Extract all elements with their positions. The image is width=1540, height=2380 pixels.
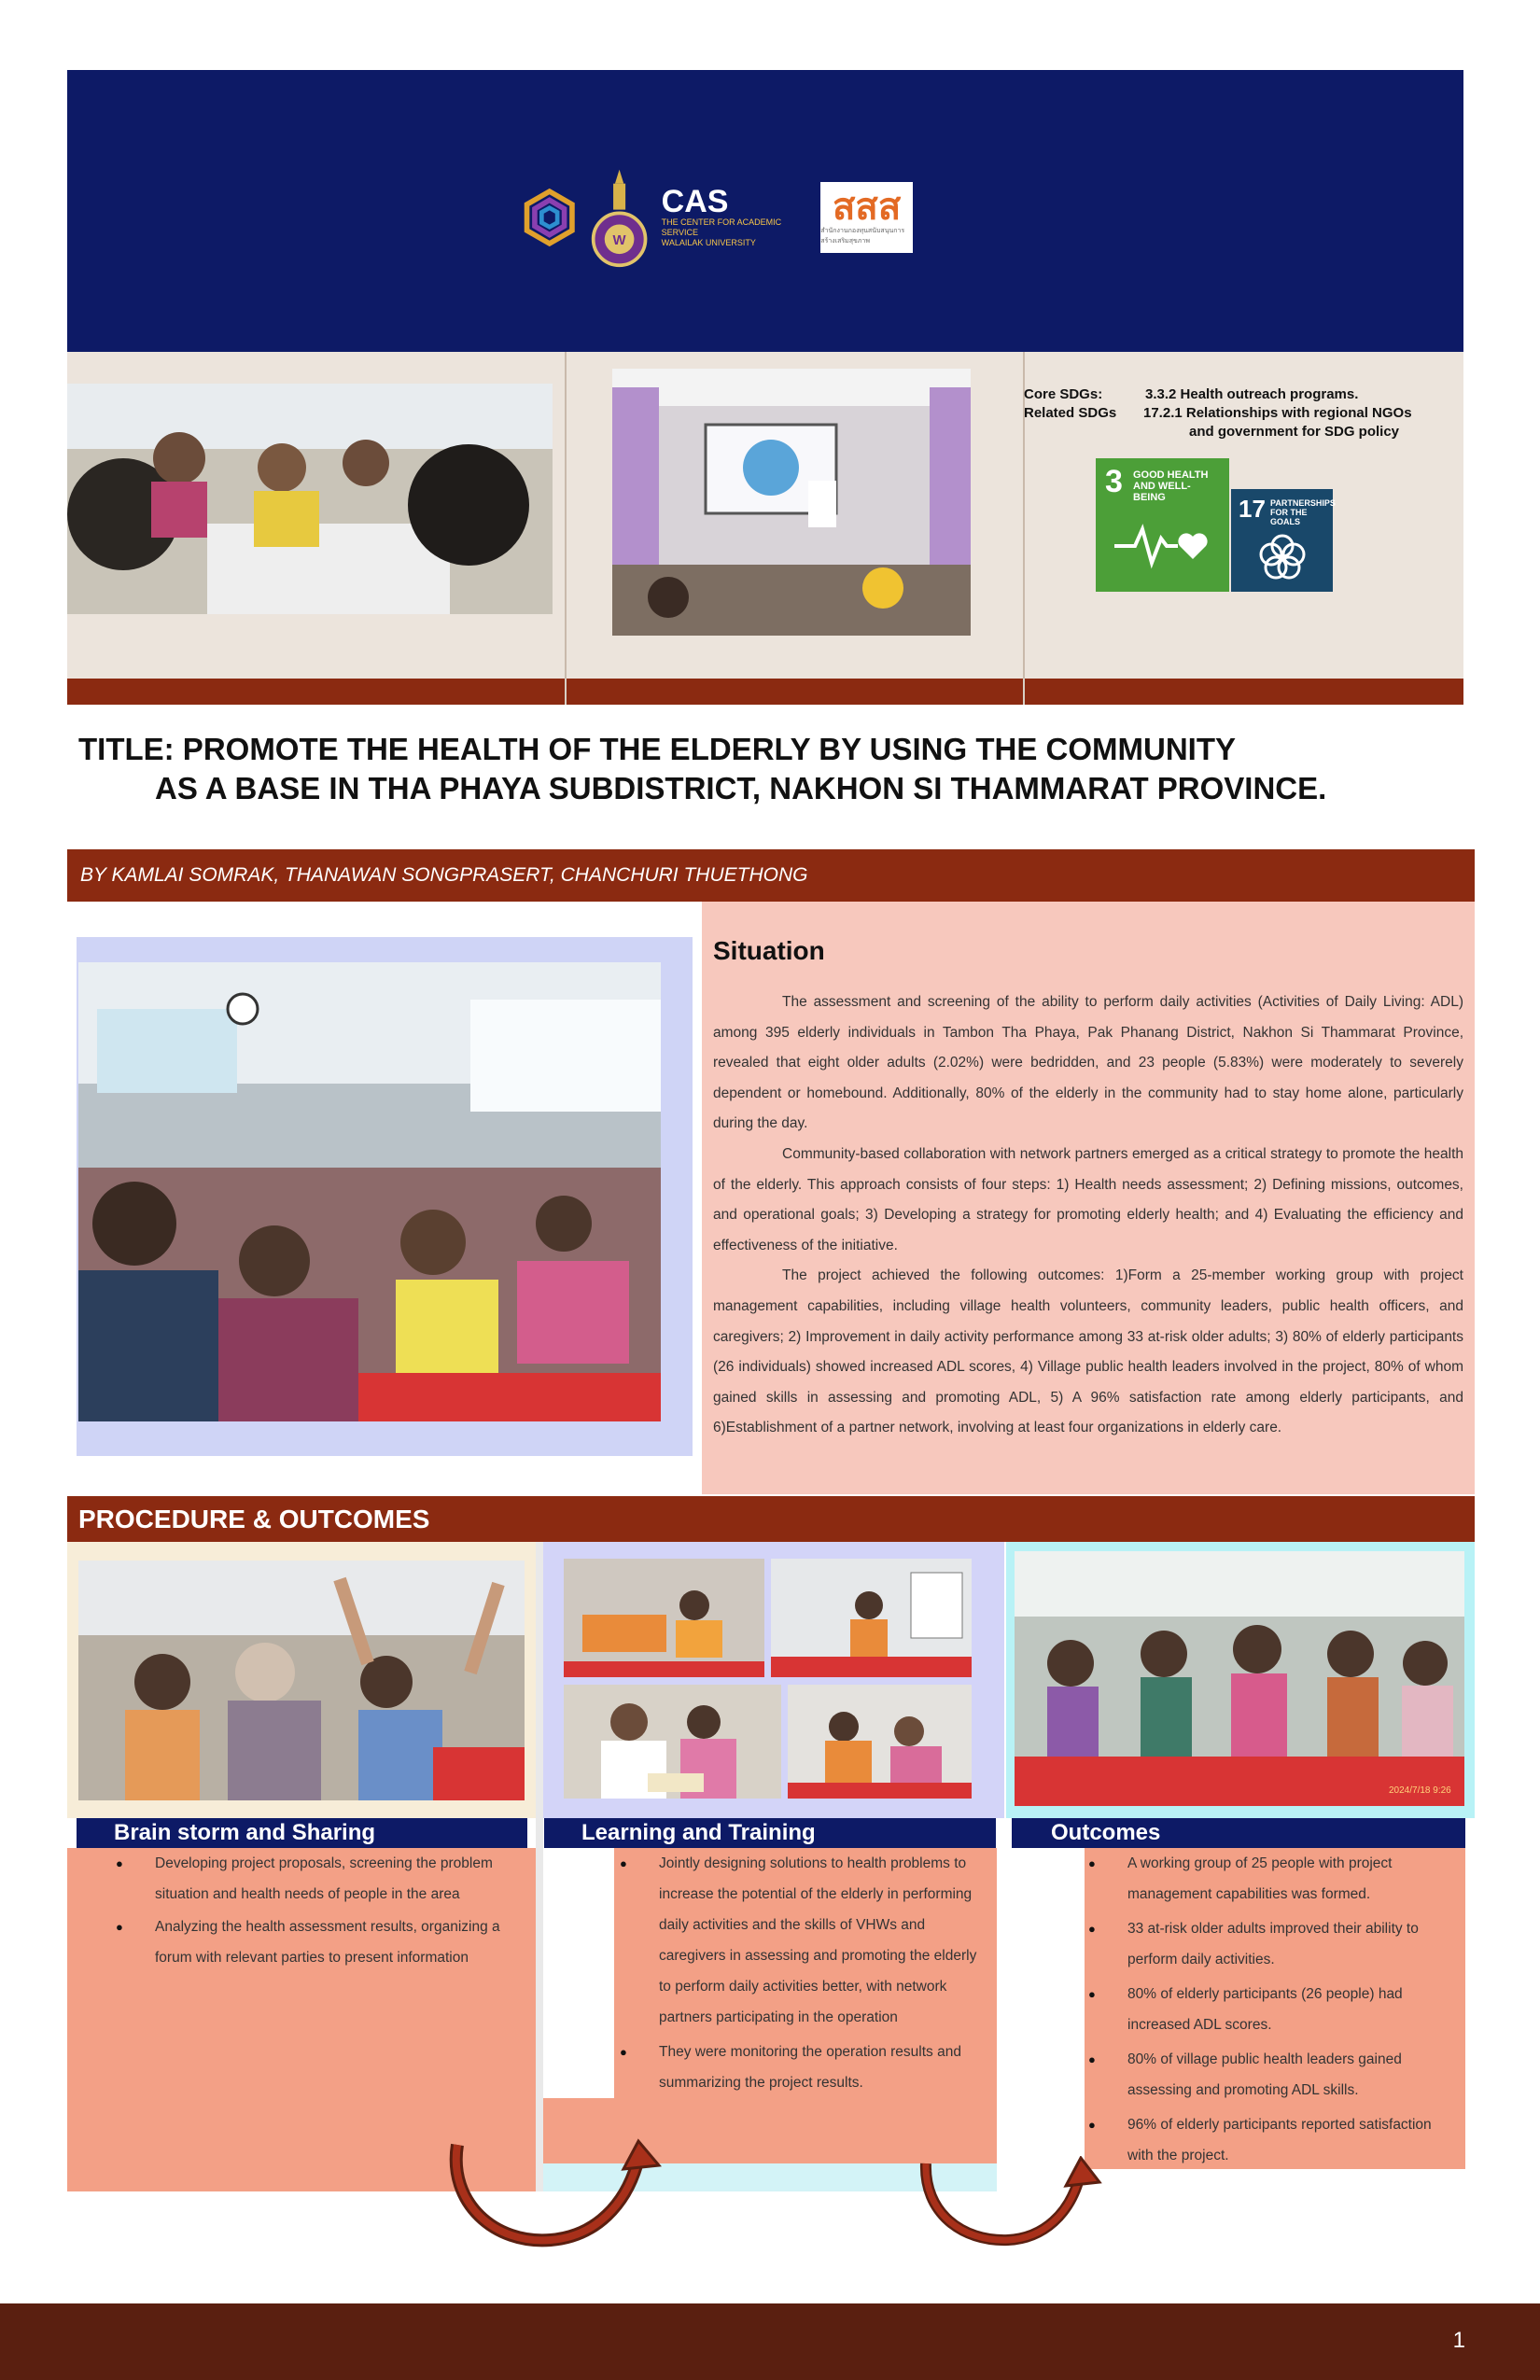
- bullet-item: ● Developing project proposals, screening the problem situation and health needs of people in the area: [147, 1848, 513, 1910]
- situation-paragraph: Community-based collaboration with network partners emerged as a critical strategy to promote the health of the elderly. This approach consists of four steps: 1) Health needs assessment; 2) Defining missions, outcomes, and operational goals; 3) Developing a strategy for promoting elderly health; and 4) Evaluating the efficiency and effectiveness of the initiative.: [713, 1145, 1463, 1253]
- photo-timestamp: 2024/7/18 9:26: [1389, 1785, 1451, 1796]
- page-title-line-1: TITLE: PROMOTE THE HEALTH OF THE ELDERLY BY USING THE COMMUNITY: [78, 732, 1236, 766]
- situation-paragraph: The project achieved the following outcomes: 1)Form a 25-member working group with project management capabilities, including village health volunteers, community leaders, public health officers, and caregivers; 2) Improvement in daily activity performance among 33 at-risk older adults; 3) 80% of elderly participants (26 individuals) showed increased ADL scores, 4) Village public health leaders involved in the project, 80% of whom gained skills in assessing and promoting ADL, 5) A 96% satisfaction rate among elderly participants, and 6)Establishment of a partner network, involving at least four organizations in elderly care.: [713, 1267, 1463, 1436]
- column-heading-learning: Learning and Training: [544, 1818, 996, 1848]
- thaihealth-logo: [820, 182, 913, 253]
- partnership-flower-icon: [1257, 532, 1308, 582]
- sdg-3-number: 3: [1105, 464, 1123, 499]
- situation-paragraph: The assessment and screening of the ability to perform daily activities (Activities of Daily Living: ADL) among 395 elderly individuals in Tambon Tha Phaya, Pak Phanang District, Nakhon Si Thammarat Province, revealed that eight older adults (2.02%) were bedridden, and 23 people (5.83%) were moderately to severely dependent or homebound. Additionally, 80% of the elderly in the community had to stay home alone, particularly during the day.: [713, 994, 1463, 1132]
- hexagon-logo-icon: [521, 187, 578, 248]
- page-title-line-2: AS A BASE IN THA PHAYA SUBDISTRICT, NAKHON SI THAMMARAT PROVINCE.: [155, 771, 1327, 805]
- photo-training-practice: [788, 1685, 972, 1799]
- column-divider: [536, 1542, 543, 2191]
- bullet-item: ● Analyzing the health assessment results, organizing a forum with relevant parties to present information: [147, 1911, 513, 1973]
- walailak-emblem-icon: [589, 162, 650, 273]
- sdg-3-tile: [1096, 458, 1229, 592]
- core-sdgs-value: 3.3.2 Health outreach programs.: [1145, 386, 1359, 402]
- photo-training-room: [612, 369, 971, 636]
- sdg-17-tile: [1231, 489, 1336, 592]
- procedure-heading: PROCEDURE & OUTCOMES: [67, 1496, 1475, 1542]
- related-sdgs-value-continued: and government for SDG policy: [1189, 424, 1400, 440]
- photo-brainstorm-session: [78, 1561, 525, 1800]
- bullet-item: ● A working group of 25 people with project management capabilities was formed.: [1120, 1848, 1458, 1910]
- flow-arrow-icon: [915, 2156, 1111, 2249]
- sdg-3-label: GOOD HEALTH AND WELL-BEING: [1133, 469, 1209, 503]
- photo-outcome-group: [1015, 1551, 1464, 1806]
- cas-logo: [662, 186, 810, 248]
- column-body-learning: [614, 1848, 997, 2098]
- photo-training-presentation: [771, 1559, 972, 1677]
- sdg-17-label: PARTNERSHIPS FOR THE GOALS: [1270, 498, 1336, 526]
- flow-arrow-icon: [439, 2137, 663, 2249]
- heartbeat-icon: [1114, 516, 1211, 572]
- bullet-item: ● Jointly designing solutions to health problems to increase the potential of the elderly in performing daily activities and the skills of VHWs and caregivers in assessing and promoting the elderly to perform daily activities better, with network partners participating in the operation: [651, 1848, 989, 2033]
- svg-text:W: W: [613, 232, 627, 248]
- photo-elderly-table-activity: [67, 384, 553, 614]
- bullet-item: ● 80% of elderly participants (26 people) had increased ADL scores.: [1120, 1979, 1458, 2040]
- sdg-17-number: 17: [1239, 495, 1266, 523]
- column-body-outcomes: [1085, 1848, 1465, 2169]
- page-number: 1: [1452, 2328, 1465, 2353]
- authors-bar: BY KAMLAI SOMRAK, THANAWAN SONGPRASERT, CHANCHURI THUETHONG: [67, 849, 1475, 902]
- photo-training-floor: [564, 1559, 764, 1677]
- bullet-item: ● 80% of village public health leaders gained assessing and promoting ADL skills.: [1120, 2044, 1458, 2106]
- bullet-item: ● 96% of elderly participants reported satisfaction with the project.: [1120, 2109, 1458, 2171]
- related-sdgs-value: 17.2.1 Relationships with regional NGOs: [1143, 405, 1412, 421]
- core-sdgs-label: Core SDGs:: [1024, 386, 1103, 402]
- cas-logo-text: CAS: [661, 184, 729, 219]
- footer-band: [0, 2303, 1540, 2380]
- sdg-info: [1024, 385, 1453, 441]
- bullet-item: ● 33 at-risk older adults improved their ability to perform daily activities.: [1120, 1913, 1458, 1975]
- logo-row: [521, 159, 913, 275]
- related-sdgs-label: Related SDGs: [1024, 405, 1117, 421]
- cas-logo-university: WALAILAK UNIVERSITY: [661, 238, 756, 247]
- column-heading-brainstorm: Brain storm and Sharing: [77, 1818, 527, 1848]
- situation-body: [713, 987, 1463, 1444]
- thaihealth-logo-text: สสส: [833, 186, 902, 228]
- photo-training-assessment: [564, 1685, 781, 1799]
- thaihealth-logo-subtext: สำนักงานกองทุนสนับสนุนการสร้างเสริมสุขภาพ: [820, 227, 905, 245]
- header-bottom-strip: [67, 679, 1463, 705]
- band-divider: [565, 352, 567, 679]
- cas-logo-subtitle: THE CENTER FOR ACADEMIC SERVICE: [661, 217, 782, 237]
- situation-heading: Situation: [713, 936, 825, 965]
- column-heading-outcomes: Outcomes: [1012, 1818, 1465, 1848]
- photo-elderly-exercise-group: [78, 962, 661, 1421]
- bullet-item: ● They were monitoring the operation results and summarizing the project results.: [651, 2037, 989, 2098]
